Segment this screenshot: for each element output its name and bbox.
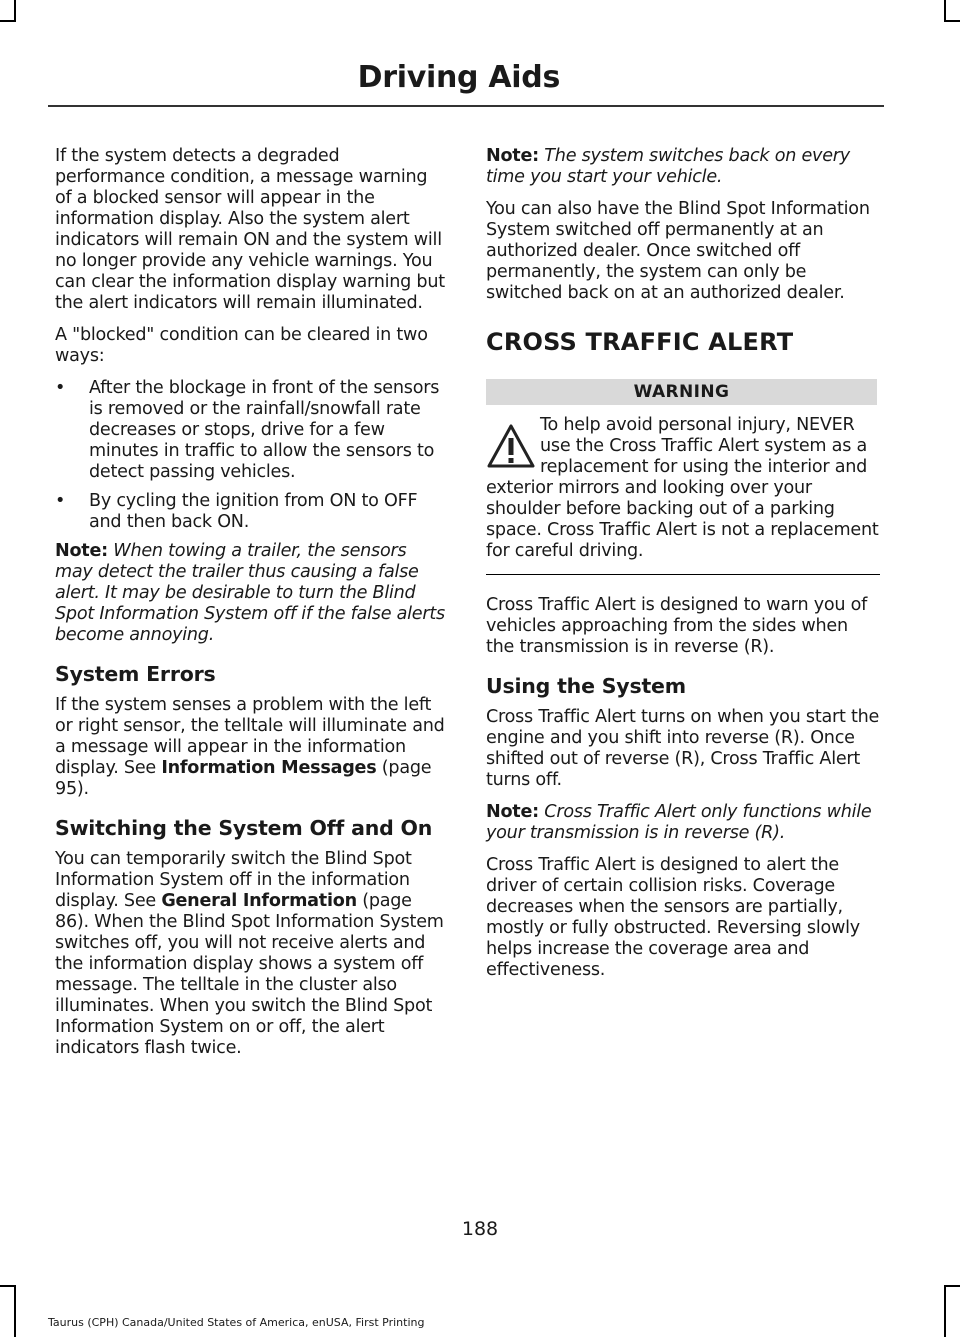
list-item (55, 491, 447, 533)
paragraph-errors (55, 695, 447, 800)
xref-general-information[interactable]: General Information (161, 891, 357, 911)
heading-switching: Switching the System Off and On (55, 816, 433, 840)
list-item-text: After the blockage in front of the sensors is removed or the rainfall/snowfall rate decreases or stops, drive for a few minutes in traffic to allow the sensors to detect passing vehicles. (89, 378, 440, 482)
section-title: Driving Aids (357, 60, 560, 95)
list-item (55, 378, 447, 483)
warning-box (486, 415, 880, 562)
header-divider (48, 105, 884, 107)
heading-cross-traffic-alert: CROSS TRAFFIC ALERT (486, 328, 794, 356)
paragraph-using: Cross Traffic Alert turns on when you start the engine and you shift into reverse (R). Once shifted out of reverse (R), Cross Traffic Alert turns off. (486, 707, 880, 790)
note-label: Note: (486, 802, 539, 822)
warning-text: To help avoid personal injury, NEVER use the Cross Traffic Alert system as a replacement for using the interior and exterior mirrors and looking over your shoulder before backing out of a parking space. Cross Traffic Alert is not a replacement for careful driving. (486, 415, 879, 561)
crop-mark-bottom-left-h (0, 1285, 16, 1287)
errors-text: If the system senses a problem with the left or right sensor, the telltale will illuminate and a message will appear in the information display. See (55, 695, 445, 778)
paragraph-degraded: If the system detects a degraded performance condition, a message warning of a blocked sensor will appear in the information display. Also the system alert indicators will remain ON and the system will no longer provide any vehicle warnings. You can clear the information display warning but the alert indicators will remain illuminated. (55, 146, 445, 313)
crop-mark-top-left-h (0, 20, 16, 22)
heading-using-system: Using the System (486, 674, 686, 698)
paragraph-blocked: A "blocked" condition can be cleared in two ways: (55, 325, 428, 366)
warning-header: WARNING (486, 379, 877, 405)
note-reverse-only (486, 802, 880, 844)
footer-text: Taurus (CPH) Canada/United States of America, enUSA, First Printing (48, 1316, 425, 1329)
heading-system-errors: System Errors (55, 662, 216, 686)
paragraph-dealer: You can also have the Blind Spot Information System switched off permanently at an authorized dealer. Once switched off permanently, the system can only be switched back on at an authorized dealer. (486, 199, 870, 303)
note-trailer (55, 541, 447, 646)
crop-mark-bottom-right-h (944, 1285, 960, 1287)
crop-mark-bottom-right-v (944, 1285, 946, 1337)
note-text: Cross Traffic Alert only functions while your transmission is in reverse (R). (486, 802, 872, 843)
bullet-icon: • (55, 491, 66, 511)
warning-triangle-icon (486, 421, 536, 475)
note-switches-back (486, 146, 880, 188)
crop-mark-top-left-v (14, 0, 16, 22)
left-column (55, 146, 447, 1070)
paragraph-cta-description: Cross Traffic Alert is designed to warn you of vehicles approaching from the sides when the transmission is in reverse (R). (486, 595, 868, 657)
paragraph-switching (55, 849, 447, 1059)
paragraph-coverage: Cross Traffic Alert is designed to alert the driver of certain collision risks. Coverage decreases when the sensors are partially, mostly or fully obstructed. Reversing slowly helps increase the coverage area and effectiveness. (486, 855, 860, 980)
switch-text-2: (page 86). When the Blind Spot Information System switches off, you will not receive alerts and the information display shows a system off message. The telltale in the cluster also illuminates. When you switch the Blind Spot Information System on or off, the alert indicators flash twice. (55, 891, 444, 1058)
bullet-icon: • (55, 378, 66, 398)
list-item-text: By cycling the ignition from ON to OFF and then back ON. (89, 491, 418, 532)
crop-mark-bottom-left-v (14, 1285, 16, 1337)
errors-page-ref: (page 95). (55, 758, 432, 799)
note-label: Note: (486, 146, 539, 166)
note-text: The system switches back on every time you start your vehicle. (486, 146, 850, 187)
xref-information-messages[interactable]: Information Messages (161, 758, 377, 778)
note-label: Note: (55, 541, 108, 561)
crop-mark-top-right-v (944, 0, 946, 22)
warning-divider (486, 574, 880, 575)
page-number: 188 (461, 1218, 499, 1240)
crop-mark-top-right-h (944, 20, 960, 22)
right-column (486, 146, 880, 992)
switch-text-1: You can temporarily switch the Blind Spot Information System off in the information display. See (55, 849, 412, 911)
note-text: When towing a trailer, the sensors may detect the trailer thus causing a false alert. It may be desirable to turn the Blind Spot Information System off if the false alerts become annoying. (55, 541, 445, 645)
